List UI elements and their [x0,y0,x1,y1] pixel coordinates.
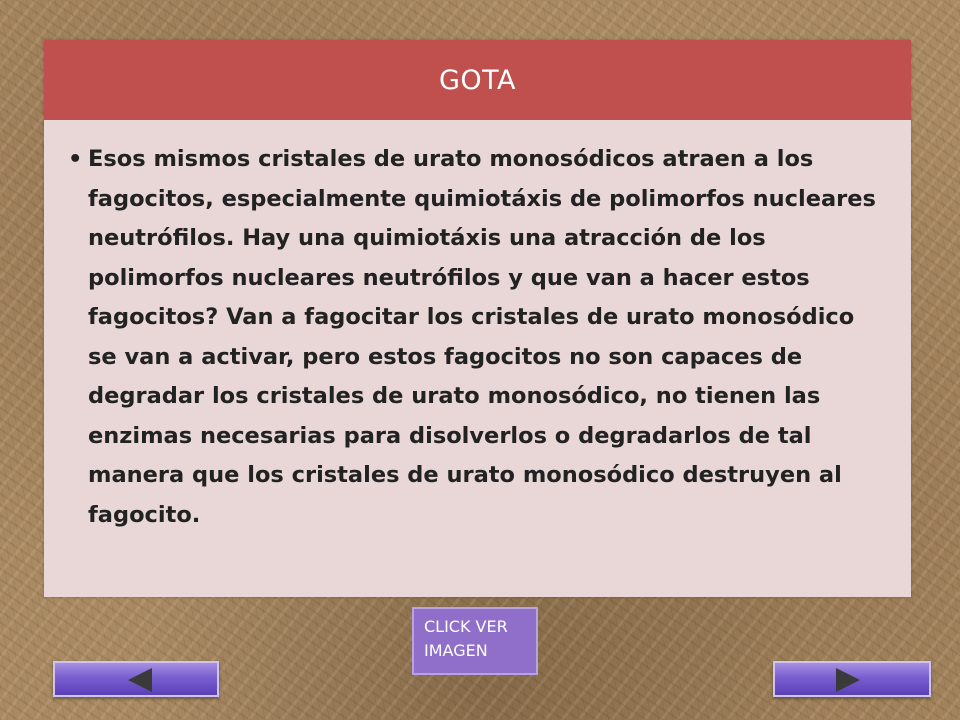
content-card [44,40,911,597]
previous-slide-button[interactable] [53,661,219,697]
bullet-text: Esos mismos cristales de urato monosódicos atraen a los fagocitos, especialmente quimiotáxis de polimorfos nucleares neutrófilos. Hay una quimiotáxis una atracción de los polimorfos nucleares neutrófilos y que van a hacer estos fagocitos? Van a fagocitar los cristales de urato monosódico se van a activar, pero estos fagocitos no son capaces de degradar los cristales de urato monosódico, no tienen las enzimas necesarias para disolverlos o degradarlos de tal manera que los cristales de urato monosódico destruyen al fagocito. [88,146,876,528]
slide-title: GOTA [438,64,517,96]
next-slide-button[interactable] [773,661,931,697]
bullet-item [68,140,890,535]
triangle-right-icon [836,668,860,692]
title-band [44,40,911,120]
view-image-button-line2: IMAGEN [424,641,488,660]
bullet-mark: • [68,146,83,172]
triangle-left-icon [128,668,152,692]
view-image-button[interactable] [412,607,538,675]
view-image-button-line1: CLICK VER [424,617,508,636]
